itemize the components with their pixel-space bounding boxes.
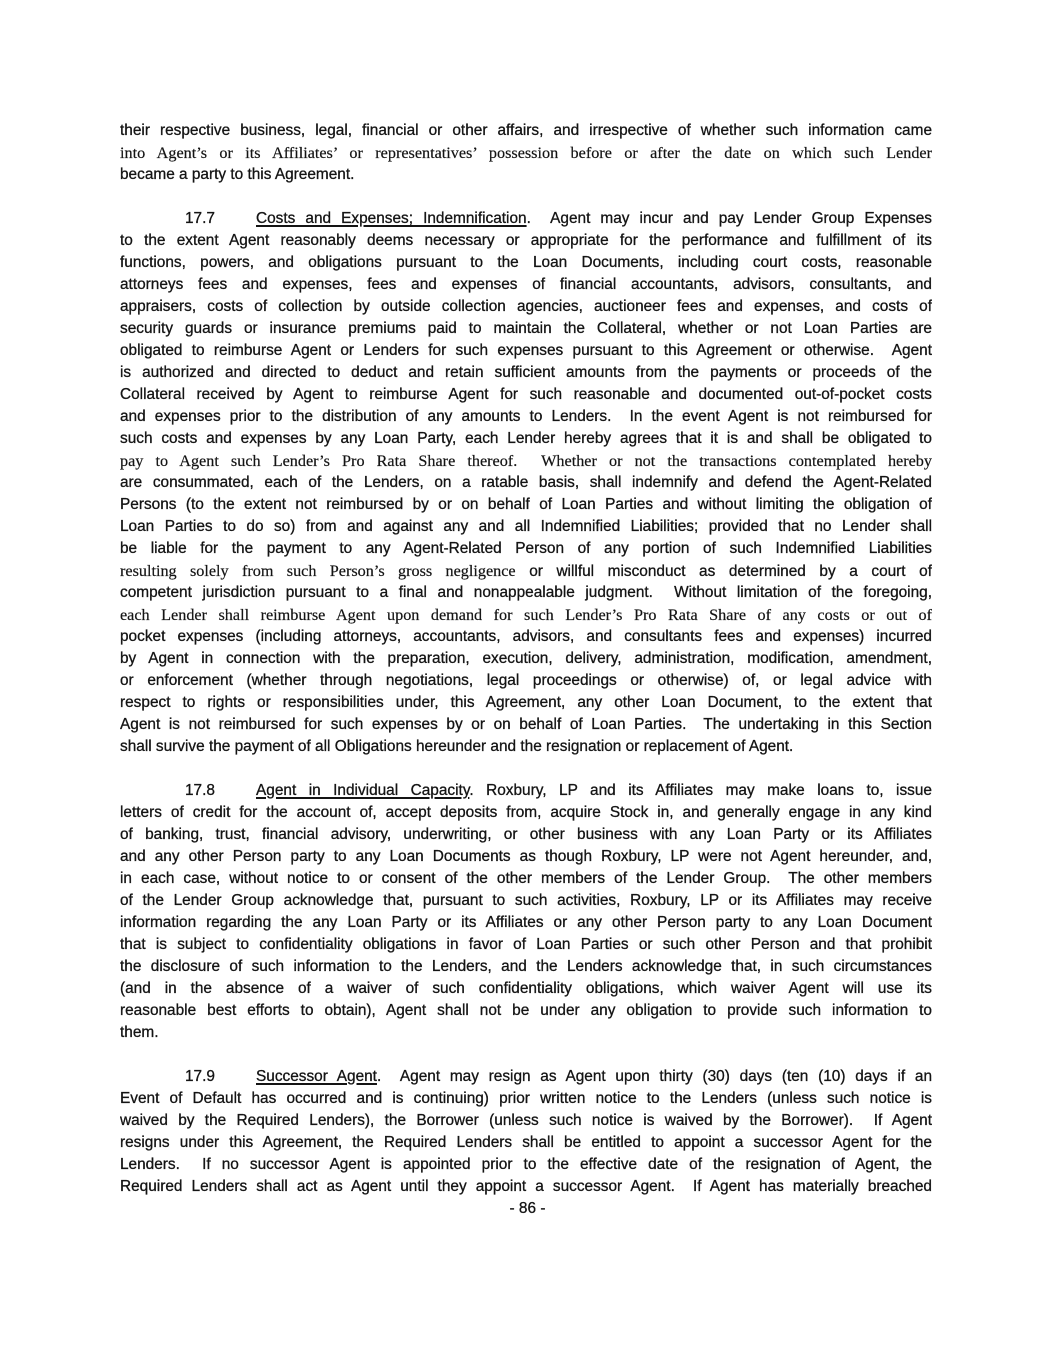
text-line <box>120 208 932 230</box>
text-run: . Roxbury, LP and its Affiliates may make loans to, issue <box>469 782 932 799</box>
text-line <box>120 318 932 340</box>
text-line <box>120 780 932 802</box>
text-run: attorneys fees and expenses, fees and expenses of financial accountants, advisors, consultants, and <box>120 276 932 293</box>
text-run: resigns under this Agreement, the Required Lenders shall be entitled to appoint a successor Agent for the <box>120 1134 932 1151</box>
section-heading: Agent in Individual Capacity <box>256 782 470 799</box>
text-line <box>120 1088 932 1110</box>
text-run: are consummated, each of the Lenders, on a ratable basis, shall indemnify and defend the Agent-Related <box>120 474 932 491</box>
text-line <box>120 1000 932 1022</box>
text-line <box>120 516 932 538</box>
text-line <box>120 736 932 758</box>
text-run: of the Lender Group acknowledge that, pursuant to such activities, Roxbury, LP or its Affiliates may receive <box>120 892 932 909</box>
text-run: that is subject to confidentiality obligations in favor of Loan Parties or such other Person and that prohibit <box>120 936 932 953</box>
text-run: . Agent may resign as Agent upon thirty (30) days (ten (10) days if an <box>376 1068 932 1085</box>
text-run: and any other Person party to any Loan Documents as though Roxbury, LP were not Agent hereunder, and, <box>120 848 932 865</box>
text-line <box>120 560 932 582</box>
paragraph-continuation <box>120 120 932 186</box>
text-run: waived by the Required Lenders), the Borrower (unless such notice is waived by the Borrower). If Agent <box>120 1112 932 1129</box>
text-line <box>120 1022 932 1044</box>
text-line <box>120 846 932 868</box>
text-run: functions, powers, and obligations pursuant to the Loan Documents, including court costs, reasonable <box>120 254 932 271</box>
text-line <box>120 1066 932 1088</box>
section-heading: Costs and Expenses; Indemnification <box>256 210 527 227</box>
text-line <box>120 956 932 978</box>
text-run: obligated to reimburse Agent or Lenders for such expenses pursuant to this Agreement or otherwise. Agent <box>120 342 932 359</box>
section-number: 17.9 <box>185 1068 215 1085</box>
text-line <box>120 252 932 274</box>
text-run: or enforcement (whether through negotiations, legal proceedings or otherwise) of, or legal advice with <box>120 672 932 689</box>
text-line <box>120 802 932 824</box>
text-run: into Agent’s or its Affiliates’ or representatives’ possession before or after the date on which such Lender <box>120 144 932 162</box>
text-run: Collateral received by Agent to reimburse Agent for such reasonable and documented out-of-pocket costs <box>120 386 932 403</box>
text-run: Required Lenders shall act as Agent until they appoint a successor Agent. If Agent has materially breached <box>120 1178 932 1195</box>
text-run: is authorized and directed to deduct and retain sufficient amounts from the payments or proceeds of the <box>120 364 932 381</box>
text-line <box>120 1132 932 1154</box>
text-line <box>120 1110 932 1132</box>
text-run: to the extent Agent reasonably deems necessary or appropriate for the performance and fulfillment of its <box>120 232 932 249</box>
text-run: respect to rights or responsibilities under, this Agreement, any other Loan Document, to the extent that <box>120 694 932 711</box>
paragraph-17.8 <box>120 780 932 1044</box>
page-number: - 86 - <box>509 1200 546 1217</box>
text-line <box>120 890 932 912</box>
text-run: and expenses prior to the distribution of any amounts to Lenders. In the event Agent is not reimbursed for <box>120 408 932 425</box>
text-run: of banking, trust, financial advisory, underwriting, or other business with any Loan Party or its Affiliates <box>120 826 932 843</box>
text-line <box>120 274 932 296</box>
text-line <box>120 978 932 1000</box>
text-line <box>120 428 932 450</box>
text-line <box>120 912 932 934</box>
text-line <box>120 384 932 406</box>
text-line <box>120 1176 932 1198</box>
text-line <box>120 824 932 846</box>
text-run: reasonable best efforts to obtain), Agent shall not be under any obligation to provide such information to <box>120 1002 932 1019</box>
text-run: pocket expenses (including attorneys, accountants, advisors, and consultants fees and expenses) incurred <box>120 628 932 645</box>
text-line <box>120 648 932 670</box>
text-line <box>120 494 932 516</box>
text-line <box>120 296 932 318</box>
text-run: resulting solely from such Person’s gross negligence <box>120 562 516 580</box>
text-line <box>120 626 932 648</box>
text-run: Lenders. If no successor Agent is appointed prior to the effective date of the resignation of Agent, the <box>120 1156 932 1173</box>
text-run: by Agent in connection with the preparation, execution, delivery, administration, modification, amendment, <box>120 650 932 667</box>
text-line <box>120 670 932 692</box>
text-run: pay to Agent such Lender’s Pro Rata Share thereof. Whether or not the transactions contemplated hereby <box>120 452 932 470</box>
text-run: Loan Parties to do so) from and against any and all Indemnified Liabilities; provided that no Lender shall <box>120 518 932 535</box>
text-line <box>120 692 932 714</box>
text-run: in each case, without notice to or consent of the other members of the Lender Group. The other members <box>120 870 932 887</box>
text-run: each Lender shall reimburse Agent upon demand for such Lender’s Pro Rata Share of any costs or out of <box>120 606 932 624</box>
text-run: Persons (to the extent not reimbursed by or on behalf of Loan Parties and without limiting the obligation of <box>120 496 932 513</box>
text-run: their respective business, legal, financial or other affairs, and irrespective of whether such information came <box>120 122 932 139</box>
document-body <box>120 120 932 1198</box>
text-line <box>120 340 932 362</box>
text-run: shall survive the payment of all Obligations hereunder and the resignation or replacement of Agent. <box>120 738 794 755</box>
text-run: information regarding the any Loan Party or its Affiliates or any other Person party to any Loan Document <box>120 914 932 931</box>
text-line <box>120 164 932 186</box>
text-line <box>120 714 932 736</box>
text-line <box>120 406 932 428</box>
text-run: be liable for the payment to any Agent-Related Person of any portion of such Indemnified Liabilities <box>120 540 932 557</box>
section-heading: Successor Agent <box>256 1068 377 1085</box>
text-run: became a party to this Agreement. <box>120 166 355 183</box>
text-run: (and in the absence of a waiver of such confidentiality obligations, which waiver Agent will use its <box>120 980 932 997</box>
text-line <box>120 230 932 252</box>
text-line <box>120 582 932 604</box>
paragraph-17.9 <box>120 1066 932 1198</box>
paragraph-17.7 <box>120 208 932 758</box>
text-run: Agent is not reimbursed for such expenses by or on behalf of Loan Parties. The undertaking in this Section <box>120 716 932 733</box>
text-line <box>120 868 932 890</box>
text-line <box>120 120 932 142</box>
text-run: the disclosure of such information to the Lenders, and the Lenders acknowledge that, in such circumstances <box>120 958 932 975</box>
text-run: them. <box>120 1024 159 1041</box>
section-number: 17.7 <box>185 210 215 227</box>
text-line <box>120 1154 932 1176</box>
text-run: Event of Default has occurred and is continuing) prior written notice to the Lenders (unless such notice is <box>120 1090 932 1107</box>
text-run: appraisers, costs of collection by outside collection agencies, auctioneer fees and expenses, and costs of <box>120 298 932 315</box>
text-run: . Agent may incur and pay Lender Group Expenses <box>526 210 932 227</box>
text-run: or willful misconduct as determined by a court of <box>515 563 932 580</box>
text-line <box>120 538 932 560</box>
text-run: security guards or insurance premiums paid to maintain the Collateral, whether or not Loan Parties are <box>120 320 932 337</box>
section-number: 17.8 <box>185 782 215 799</box>
text-line <box>120 934 932 956</box>
text-line <box>120 362 932 384</box>
text-run: letters of credit for the account of, accept deposits from, acquire Stock in, and generally engage in any kind <box>120 804 932 821</box>
text-run: such costs and expenses by any Loan Party, each Lender hereby agrees that it is and shall be obligated to <box>120 430 932 447</box>
text-line <box>120 472 932 494</box>
text-run: competent jurisdiction pursuant to a final and nonappealable judgment. Without limitation of the foregoing, <box>120 584 932 601</box>
text-line <box>120 450 932 472</box>
text-line <box>120 604 932 626</box>
text-line <box>120 142 932 164</box>
